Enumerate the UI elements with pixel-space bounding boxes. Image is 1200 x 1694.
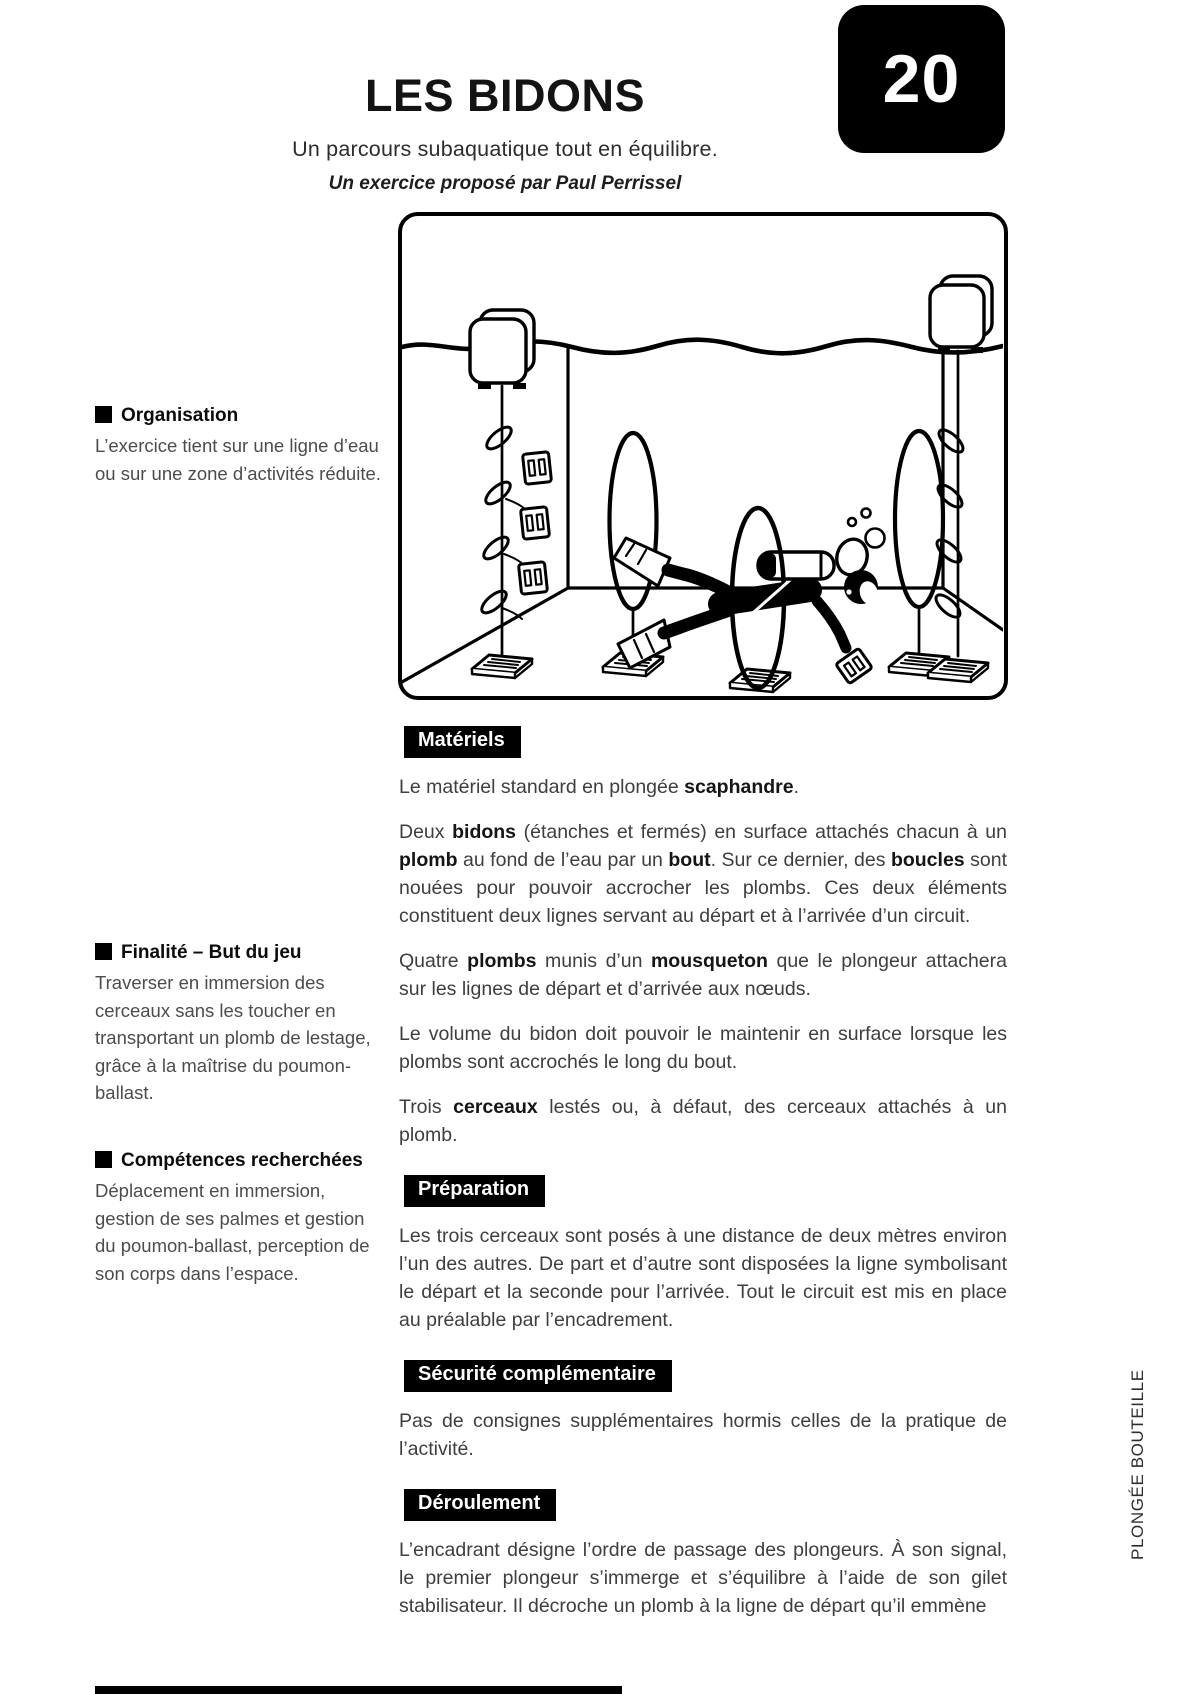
sidebar-body: L’exercice tient sur une ligne d’eau ou sur une zone d’activités réduite. bbox=[95, 435, 381, 484]
paragraph: Le matériel standard en plongée scaphandre. bbox=[399, 776, 800, 798]
section-paragraphs bbox=[399, 773, 1007, 1149]
exercise-illustration bbox=[398, 212, 1008, 700]
sidebar-heading-label: Finalité – But du jeu bbox=[121, 942, 302, 963]
paragraph: Quatre plombs munis d’un mousqueton que le plongeur attachera sur les lignes de départ et d’arrivée aux nœuds. bbox=[399, 950, 1007, 1000]
rope-loop-knots bbox=[478, 423, 514, 616]
sidebar-section-finalite bbox=[95, 942, 390, 1107]
section-securite bbox=[399, 1360, 1007, 1463]
diver-mask-strap-pin bbox=[846, 589, 851, 594]
sidebar-body: Traverser en immersion des cerceaux sans les toucher en transportant un plomb de lestage, grâce à la maîtrise du poumon-ballast. bbox=[95, 972, 371, 1103]
air-bubbles bbox=[848, 509, 885, 548]
footer-bar bbox=[95, 1686, 622, 1694]
lead-weights bbox=[519, 452, 552, 595]
paragraph: L’encadrant désigne l’ordre de passage des plongeurs. À son signal, le premier plongeur s’immerge et s’équilibre à l’aide de son gilet stabilisateur. Il décroche un plomb à la ligne de départ qu’il emmène bbox=[399, 1539, 1007, 1617]
chapter-vertical-label: PLONGÉE BOUTEILLE bbox=[1128, 1369, 1147, 1560]
section-marker-icon bbox=[95, 406, 112, 423]
underwater-scene-drawing bbox=[402, 216, 1003, 695]
paragraph: Le volume du bidon doit pouvoir le maintenir en surface lorsque les plombs sont accrochés le long du bout. bbox=[399, 1023, 1007, 1073]
carried-weight bbox=[836, 648, 873, 684]
sidebar-heading bbox=[95, 405, 390, 427]
section-paragraphs bbox=[399, 1407, 1007, 1463]
sidebar-heading bbox=[95, 942, 390, 964]
sidebar-heading bbox=[95, 1150, 390, 1172]
right-finish-line bbox=[933, 351, 967, 656]
right-buoy-can bbox=[930, 276, 992, 353]
pool-walls bbox=[402, 349, 1003, 682]
section-deroulement bbox=[399, 1489, 1007, 1620]
section-paragraphs bbox=[399, 1222, 1007, 1334]
title-block bbox=[150, 70, 860, 195]
page-subtitle: Un parcours subaquatique tout en équilibre. bbox=[292, 137, 718, 161]
page-number-badge bbox=[838, 5, 1005, 153]
section-label: Préparation bbox=[404, 1175, 545, 1207]
sidebar-section-competences bbox=[95, 1150, 390, 1287]
sidebar-heading-label: Compétences recherchées bbox=[121, 1150, 363, 1171]
page-title: LES BIDONS bbox=[364, 70, 646, 121]
base-plate bbox=[472, 655, 532, 678]
base-plates bbox=[472, 653, 988, 692]
paragraph: Trois cerceaux lestés ou, à défaut, des cerceaux attachés à un plomb. bbox=[399, 1096, 1007, 1146]
section-paragraphs bbox=[399, 1536, 1007, 1620]
left-start-line bbox=[478, 386, 551, 656]
left-buoy-can bbox=[470, 310, 534, 389]
main-column bbox=[399, 726, 1007, 1646]
section-label: Matériels bbox=[404, 726, 521, 758]
diver-arm bbox=[817, 601, 846, 648]
paragraph: Les trois cerceaux sont posés à une distance de deux mètres environ l’un des autres. De part et d’autre sont disposées la ligne symbolisant le départ et la seconde pour l’arrivée. Tout le circuit est mis en place au préalable par l’encadrement. bbox=[399, 1225, 1007, 1331]
diver-leg-upper bbox=[668, 570, 732, 594]
sidebar-section-organisation bbox=[95, 405, 390, 487]
page-number: 20 bbox=[882, 41, 961, 117]
page-credit: Un exercice proposé par Paul Perrissel bbox=[328, 173, 682, 194]
section-label: Déroulement bbox=[404, 1489, 556, 1521]
section-marker-icon bbox=[95, 1151, 112, 1168]
sidebar-heading-label: Organisation bbox=[121, 405, 239, 426]
section-marker-icon bbox=[95, 943, 112, 960]
section-preparation bbox=[399, 1175, 1007, 1334]
sidebar-body: Déplacement en immersion, gestion de ses palmes et gestion du poumon-ballast, perception de son corps dans l’espace. bbox=[95, 1180, 370, 1284]
paragraph: Pas de consignes supplémentaires hormis celles de la pratique de l’activité. bbox=[399, 1410, 1007, 1460]
section-materiels bbox=[399, 726, 1007, 1149]
paragraph: Deux bidons (étanches et fermés) en surface attachés chacun à un plomb au fond de l’eau par un bout. Sur ce dernier, des boucles sont nouées pour pouvoir accrocher les plombs. Ces deux éléments constituent deux lignes servant au départ et à l’arrivée d’un circuit. bbox=[399, 821, 1007, 927]
section-label: Sécurité complémentaire bbox=[404, 1360, 672, 1392]
